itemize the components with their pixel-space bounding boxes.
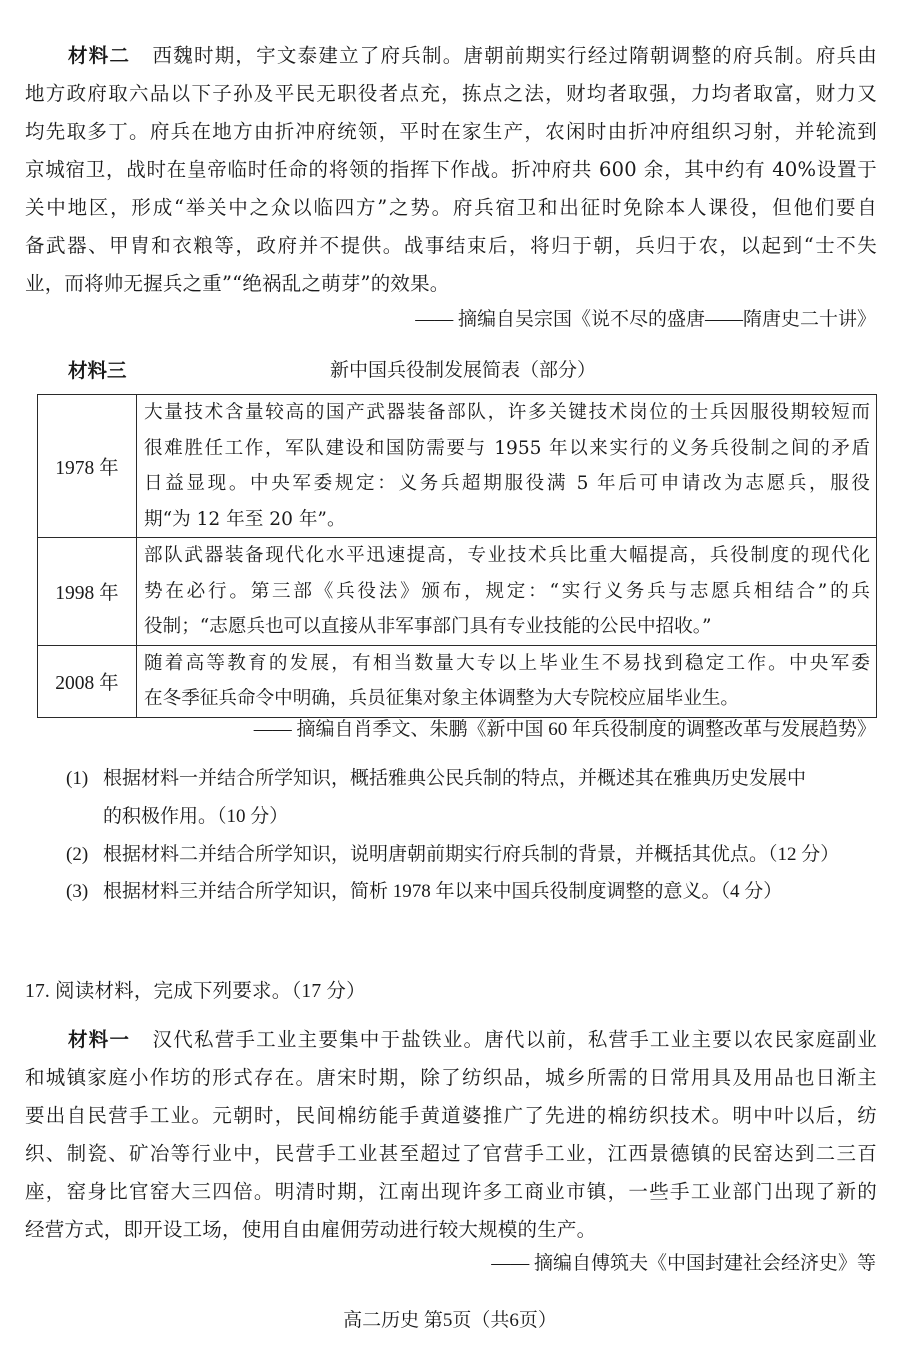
material3-source: —— 摘编自肖季文、朱鹏《新中国 60 年兵役制度的调整改革与发展趋势》 [253,719,876,740]
table-desc-line: 大量技术含量较高的国产武器装备部队，许多关键技术岗位的士兵因服役期较短而 [144,402,870,423]
material1-line: 和城镇家庭小作坊的形式存在。唐宋时期，除了纺织品，城乡所需的日常用具及用品也日渐主 [25,1066,877,1089]
material2-line: 业，而将帅无握兵之重”“绝祸乱之萌芽”的效果。 [25,272,450,295]
material2-paragraph-line [25,44,877,68]
table-desc-line: 随着高等教育的发展，有相当数量大专以上毕业生不易找到稳定工作。中央军委 [144,652,870,674]
material2-line: 均先取多丁。府兵在地方由折冲府统领，平时在家生产，农闲时由折冲府组织习射，并轮流到 [25,120,877,143]
table-desc-line: 在冬季征兵命令中明确，兵员征集对象主体调整为大专院校应届毕业生。 [144,688,740,709]
material1-source: —— 摘编自傅筑夫《中国封建社会经济史》等 [491,1253,876,1274]
table-year-cell: 2008 年 [38,645,137,717]
page-footer: 高二历史 第5页（共6页） [343,1310,557,1331]
material2-line: 京城宿卫，战时在皇帝临时任命的将领的指挥下作战。折冲府共 600 余，其中约有 40%设置于 [25,158,877,181]
table-row [38,395,877,538]
table-desc-line: 日益显现。中央军委规定：义务兵超期服役满 5 年后可申请改为志愿兵，服役 [144,473,870,494]
military-service-table [37,394,877,718]
table-desc-line: 势在必行。第三部《兵役法》颁布，规定：“实行义务兵与志愿兵相结合”的兵 [144,580,870,602]
question-number: (1) [66,768,89,789]
table-desc-line: 部队武器装备现代化水平迅速提高，专业技术兵比重大幅提高，兵役制度的现代化 [144,545,870,566]
question-text: 的积极作用。（10 分） [103,806,289,827]
material1-line: 织、制瓷、矿冶等行业中，民营手工业甚至超过了官营手工业，江西景德镇的民窑达到二三百 [25,1142,877,1165]
table-row [38,538,877,646]
material2-line: 备武器、甲胄和衣粮等，政府并不提供。战事结束后，将归于朝，兵归于农，以起到“士不失 [25,234,877,257]
question-number: (2) [66,844,89,865]
question-text: 根据材料二并结合所学知识，说明唐朝前期实行府兵制的背景，并概括其优点。（12 分） [103,844,840,865]
material2-line: 地方政府取六品以下子孙及平民无职役者点充，拣点之法，财均者取强，力均者取富，财力又 [25,82,877,105]
material2-label: 材料二 [68,44,131,67]
table-desc-line: 役制；“志愿兵也可以直接从非军事部门具有专业技能的公民中招收。” [144,616,712,637]
material1-line: 经营方式，即开设工场，使用自由雇佣劳动进行较大规模的生产。 [25,1218,597,1241]
material3-table-title: 新中国兵役制发展简表（部分） [330,359,597,381]
table-desc-cell [137,538,877,646]
material2-source: —— 摘编自吴宗国《说不尽的盛唐——隋唐史二十讲》 [415,309,876,330]
table-row [38,645,877,717]
question-text: 根据材料一并结合所学知识，概括雅典公民兵制的特点，并概述其在雅典历史发展中 [103,768,807,789]
material2-text: 西魏时期，宇文泰建立了府兵制。唐朝前期实行经过隋朝调整的府兵制。府兵由 [152,44,877,67]
material1-line: 要出自民营手工业。元朝时，民间棉纺能手黄道婆推广了先进的棉纺织技术。明中叶以后，纺 [25,1104,877,1127]
material1-text: 汉代私营手工业主要集中于盐铁业。唐代以前，私营手工业主要以农民家庭副业 [152,1028,877,1051]
table-desc-cell [137,395,877,538]
question-number: (3) [66,881,89,902]
table-desc-line: 期“为 12 年至 20 年”。 [144,508,346,530]
question-text: 根据材料三并结合所学知识，简析 1978 年以来中国兵役制度调整的意义。（4 分） [103,881,783,902]
question-17-heading: 17. 阅读材料，完成下列要求。（17 分） [25,981,366,1002]
material1-line: 座，窑身比官窑大三四倍。明清时期，江南出现许多工商业市镇，一些手工业部门出现了新的 [25,1180,877,1203]
q17-paragraph-line [25,1028,877,1052]
table-year-cell: 1998 年 [38,538,137,646]
material1-label: 材料一 [68,1028,131,1051]
table-desc-line: 很难胜任工作，军队建设和国防需要与 1955 年以来实行的义务兵役制之间的矛盾 [144,437,870,459]
table-year-cell: 1978 年 [38,395,137,538]
material2-line: 关中地区，形成“举关中之众以临四方”之势。府兵宿卫和出征时免除本人课役，但他们要自 [25,196,877,219]
table-desc-cell [137,645,877,717]
material3-label: 材料三 [68,359,127,382]
